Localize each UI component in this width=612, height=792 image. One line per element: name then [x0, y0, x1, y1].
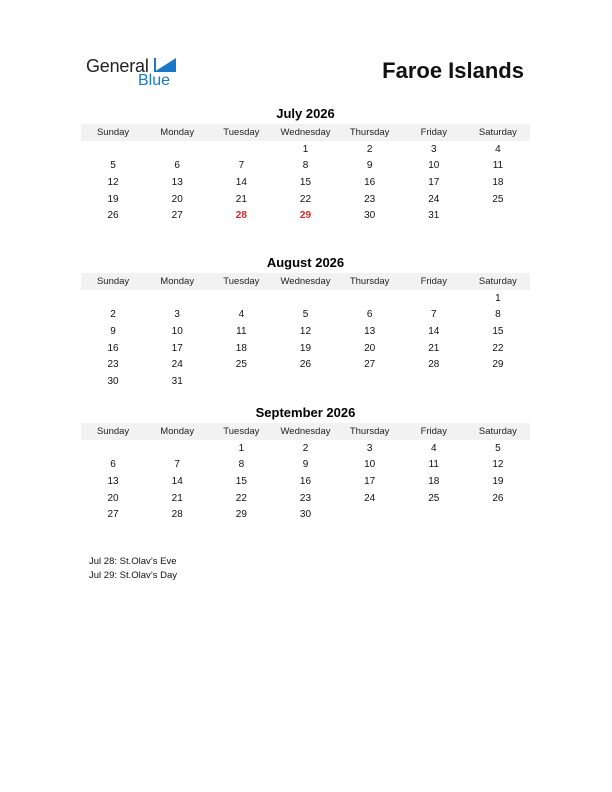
day-cell: 21 [171, 492, 183, 504]
day-cell: 25 [428, 492, 440, 504]
day-cell: 5 [302, 309, 309, 321]
week-row [81, 323, 530, 340]
day-cell: 30 [299, 509, 312, 521]
month-july [81, 106, 530, 224]
weekday-label: Monday [160, 426, 195, 437]
day-cell: 3 [174, 309, 180, 321]
holiday-note: Jul 28: St.Olav’s Eve [89, 556, 177, 567]
month-august [81, 255, 530, 390]
day-cell: 1 [238, 442, 245, 454]
day-cell: 18 [235, 342, 247, 354]
day-cell: 26 [107, 210, 119, 222]
month-title: July 2026 [276, 106, 335, 121]
week-row [81, 506, 530, 523]
day-cell: 6 [366, 309, 373, 321]
day-cell: 24 [428, 193, 440, 205]
day-cell: 6 [174, 160, 180, 172]
day-cell: 3 [366, 442, 373, 454]
day-cell: 3 [430, 143, 437, 155]
day-cell: 17 [428, 176, 440, 188]
weekday-label: Saturday [478, 426, 517, 437]
day-cell: 5 [110, 160, 116, 172]
day-cell: 2 [302, 442, 309, 454]
day-cell: 28 [428, 359, 440, 371]
weekday-label: Tuesday [223, 426, 260, 437]
day-cell: 19 [107, 193, 119, 205]
day-cell: 12 [299, 325, 312, 337]
day-cell: 11 [428, 459, 439, 471]
day-cell: 13 [171, 176, 183, 188]
day-cell: 18 [492, 176, 504, 188]
weekday-header-row [81, 423, 530, 440]
day-cell: 16 [299, 475, 312, 487]
day-cell: 9 [302, 459, 309, 471]
month-title: August 2026 [266, 255, 345, 270]
day-cell: 24 [171, 359, 183, 371]
day-cell: 29 [235, 509, 247, 521]
day-cell: 16 [107, 342, 119, 354]
day-cell: 17 [364, 475, 376, 487]
week-row [81, 207, 530, 224]
day-cell: 10 [171, 325, 183, 337]
day-cell: 16 [364, 176, 376, 188]
day-cell: 8 [495, 309, 501, 321]
day-cell: 20 [107, 492, 119, 504]
day-cell: 15 [492, 325, 504, 337]
week-row [81, 158, 530, 175]
day-cell: 12 [107, 176, 119, 188]
weekday-label: Friday [420, 426, 447, 437]
day-cell: 20 [364, 342, 376, 354]
day-cell: 10 [364, 459, 376, 471]
day-cell: 28 [171, 509, 183, 521]
weekday-label: Sunday [96, 276, 130, 287]
weekday-label: Tuesday [223, 276, 260, 287]
weekday-label: Monday [160, 276, 195, 287]
day-cell: 4 [430, 442, 437, 454]
day-cell: 27 [364, 359, 376, 371]
day-cell: 21 [428, 342, 440, 354]
month-title: September 2026 [255, 405, 356, 420]
holiday-notes [89, 555, 177, 583]
weekday-label: Wednesday [280, 426, 331, 437]
day-cell: 2 [366, 143, 373, 155]
weekday-label: Monday [160, 127, 195, 138]
day-cell: 26 [492, 492, 504, 504]
day-cell: 7 [238, 160, 245, 172]
weekday-label: Thursday [349, 276, 390, 287]
day-cell: 13 [107, 475, 119, 487]
day-cell: 24 [364, 492, 376, 504]
day-cell: 15 [299, 176, 312, 188]
day-cell: 25 [492, 193, 504, 205]
day-cell: 18 [428, 475, 440, 487]
day-cell: 23 [364, 193, 376, 205]
week-row [81, 490, 530, 507]
day-cell: 1 [302, 143, 309, 155]
weekday-label: Saturday [478, 127, 517, 138]
day-cell: 1 [495, 292, 501, 304]
weekday-label: Sunday [96, 426, 130, 437]
day-cell: 11 [236, 325, 247, 337]
weekday-label: Thursday [349, 127, 390, 138]
weekday-label: Friday [420, 276, 447, 287]
week-row [81, 290, 530, 307]
day-cell: 25 [235, 359, 247, 371]
holiday-note: Jul 29: St.Olav’s Day [89, 570, 178, 581]
week-row [81, 440, 530, 457]
day-cell: 27 [107, 509, 119, 521]
day-cell: 28 [235, 210, 247, 222]
day-cell: 7 [174, 459, 180, 471]
day-cell: 4 [238, 309, 245, 321]
weekday-header-row [81, 273, 530, 290]
day-cell: 13 [364, 325, 376, 337]
day-cell: 22 [492, 342, 504, 354]
day-cell: 17 [171, 342, 183, 354]
month-september [81, 405, 530, 523]
day-cell: 14 [235, 176, 247, 188]
day-cell: 21 [235, 193, 247, 205]
day-cell: 20 [171, 193, 183, 205]
day-cell: 8 [302, 160, 309, 172]
weekday-label: Tuesday [223, 127, 260, 138]
week-row [81, 373, 530, 390]
week-row [81, 174, 530, 191]
weekday-label: Wednesday [280, 276, 331, 287]
day-cell: 12 [492, 459, 504, 471]
day-cell: 27 [171, 210, 183, 222]
day-cell: 22 [235, 492, 247, 504]
day-cell: 23 [107, 359, 119, 371]
logo-general-text: General [86, 56, 149, 76]
day-cell: 11 [492, 160, 504, 172]
day-cell: 31 [171, 375, 183, 387]
day-cell: 19 [299, 342, 312, 354]
day-cell: 26 [299, 359, 312, 371]
week-row [81, 307, 530, 324]
day-cell: 22 [299, 193, 312, 205]
logo-blue-text: Blue [138, 72, 171, 89]
day-cell: 29 [492, 359, 504, 371]
week-row [81, 457, 530, 474]
day-cell: 14 [428, 325, 440, 337]
day-cell: 30 [364, 210, 376, 222]
country-title: Faroe Islands [382, 58, 524, 83]
day-cell: 30 [107, 375, 119, 387]
weekday-label: Saturday [478, 276, 517, 287]
day-cell: 19 [492, 475, 504, 487]
day-cell: 4 [495, 143, 501, 155]
day-cell: 23 [299, 492, 312, 504]
week-row [81, 191, 530, 208]
day-cell: 2 [110, 309, 116, 321]
day-cell: 31 [428, 210, 440, 222]
day-cell: 15 [235, 475, 247, 487]
week-row [81, 141, 530, 158]
day-cell: 6 [110, 459, 116, 471]
weekday-label: Thursday [349, 426, 390, 437]
logo-triangle-icon [154, 58, 176, 72]
weekday-label: Wednesday [280, 127, 331, 138]
day-cell: 7 [430, 309, 437, 321]
week-row [81, 356, 530, 373]
weekday-label: Friday [420, 127, 447, 138]
day-cell: 9 [366, 160, 373, 172]
week-row [81, 340, 530, 357]
weekday-header-row [81, 124, 530, 141]
weekday-label: Sunday [96, 127, 130, 138]
day-cell: 8 [238, 459, 245, 471]
week-row [81, 473, 530, 490]
day-cell: 10 [428, 160, 440, 172]
logo [86, 56, 186, 92]
day-cell: 14 [171, 475, 183, 487]
day-cell: 9 [110, 325, 116, 337]
day-cell: 5 [495, 442, 501, 454]
day-cell: 29 [299, 210, 312, 222]
